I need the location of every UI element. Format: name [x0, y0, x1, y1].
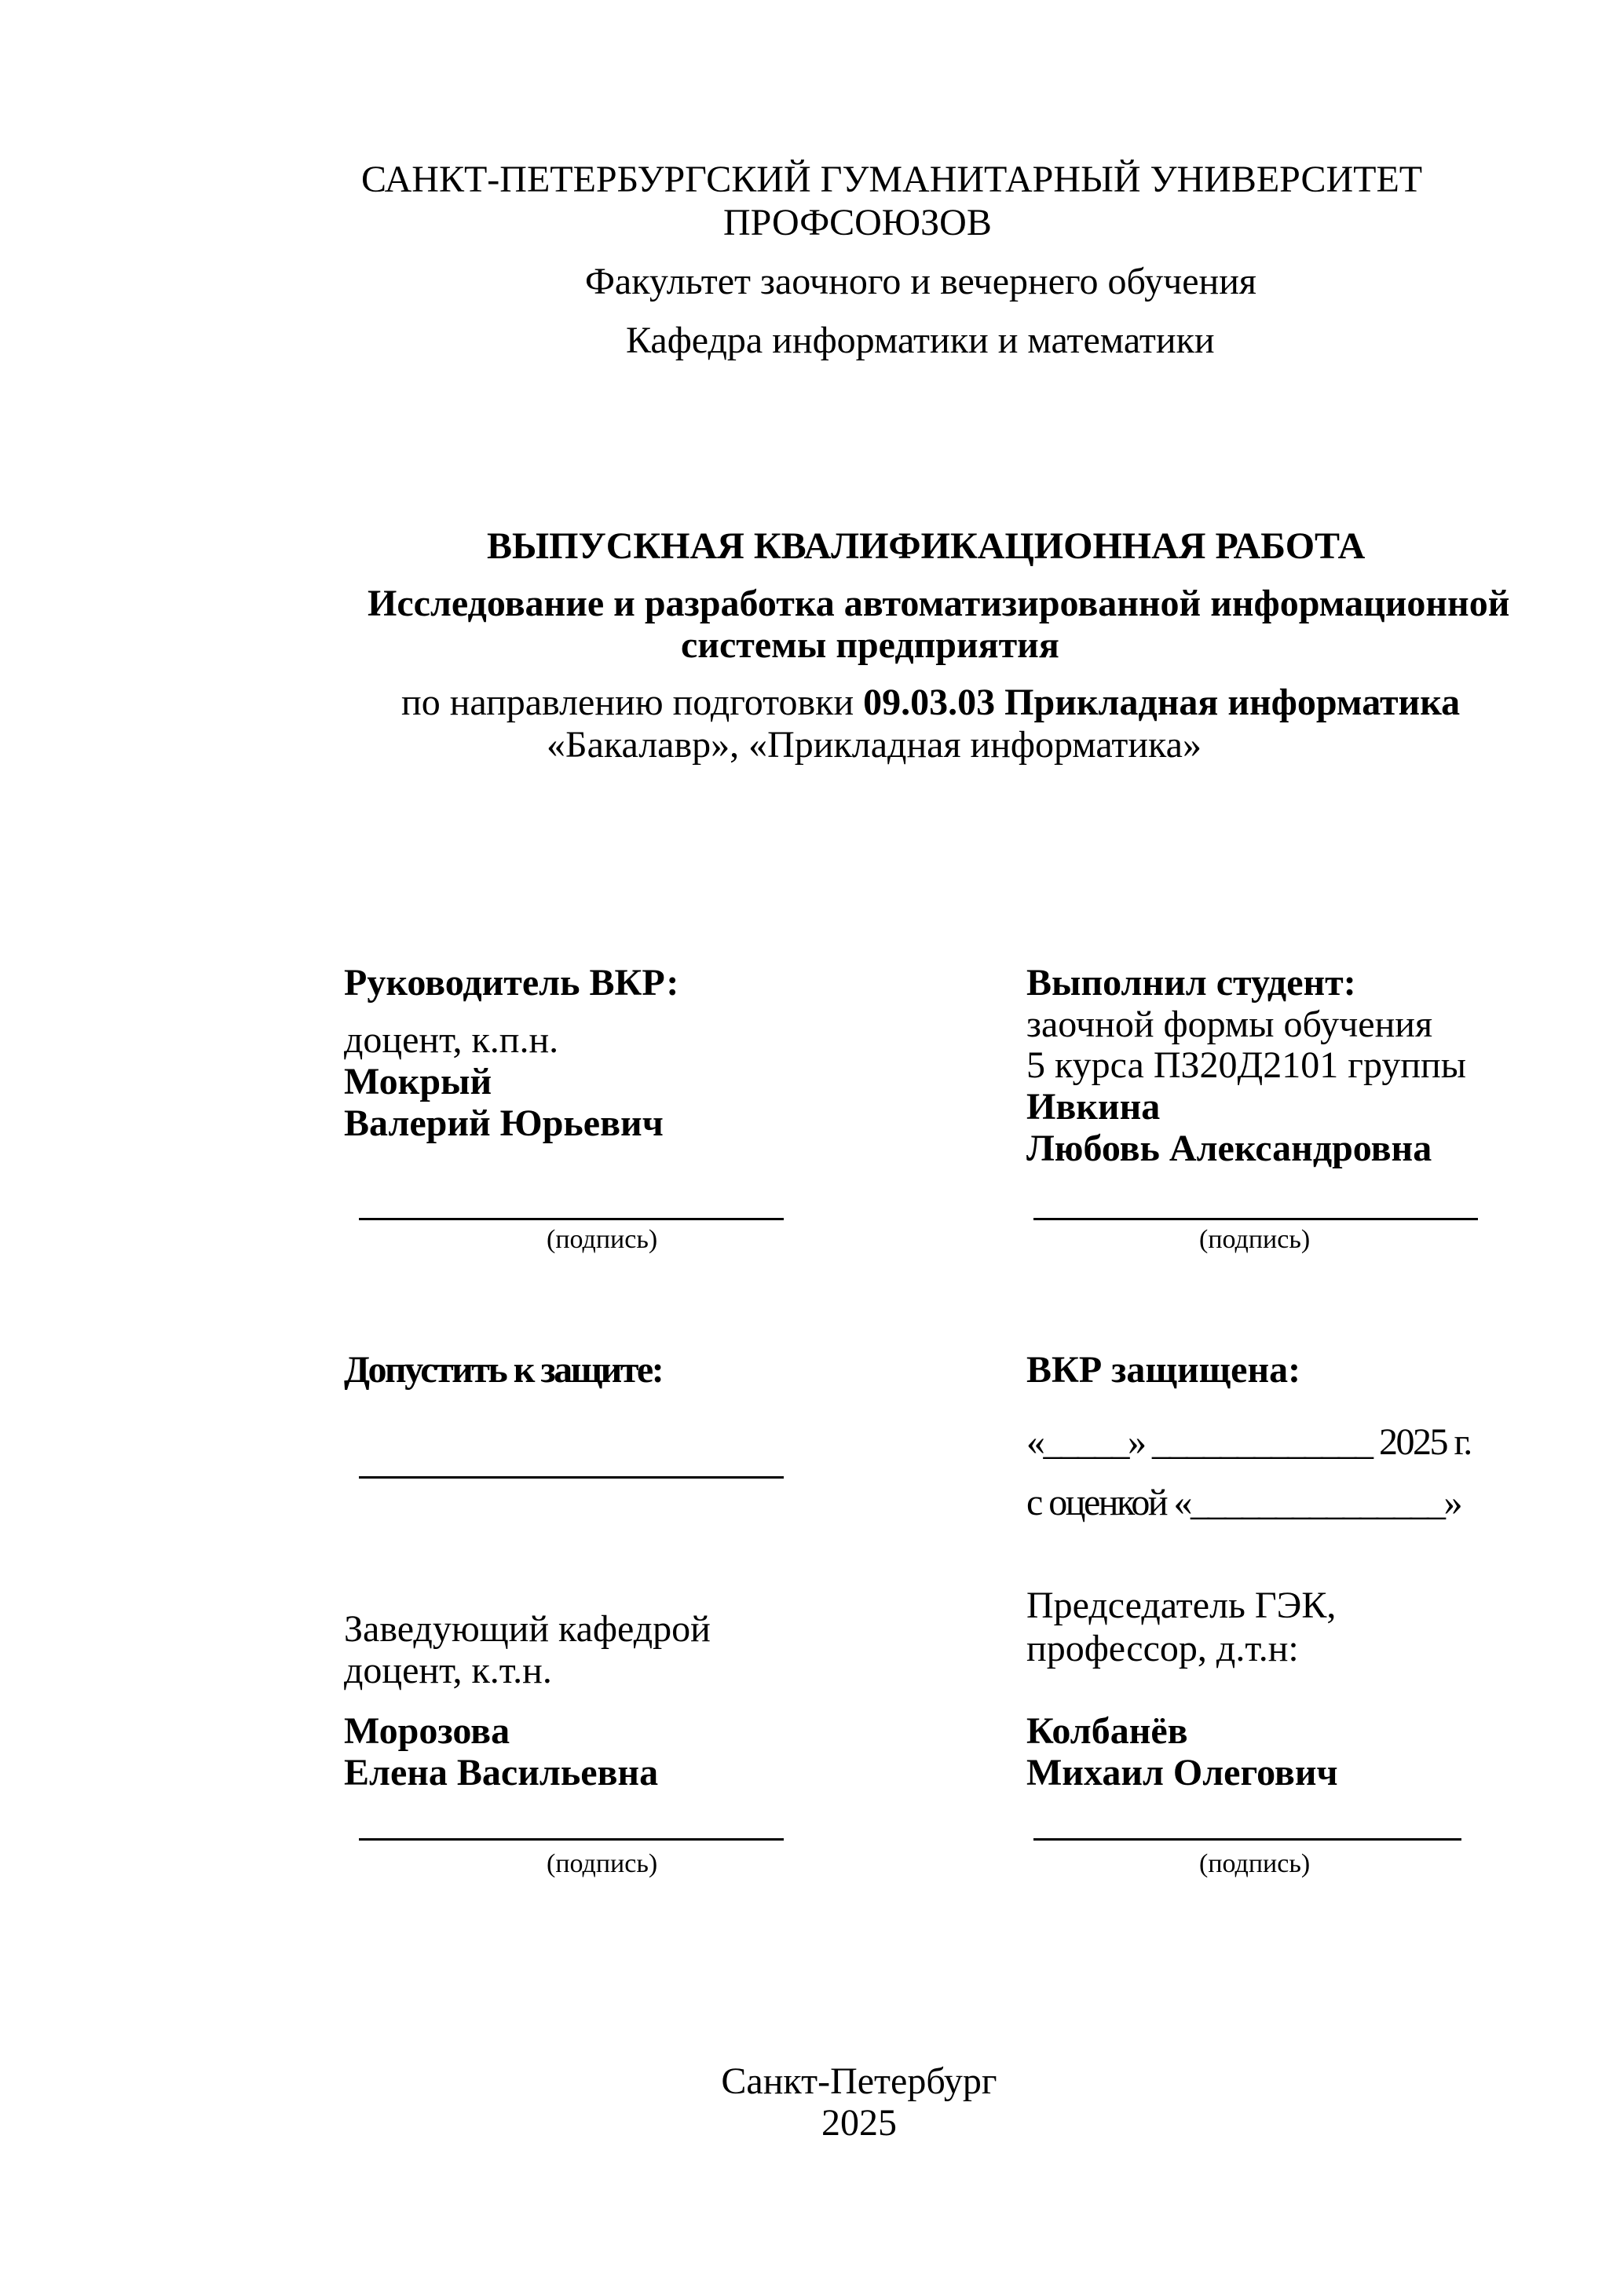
direction	[401, 681, 1460, 725]
university-name-line2: ПРОФСОЮЗОВ	[723, 202, 992, 243]
supervisor-surname: Мокрый	[344, 1061, 492, 1102]
head-position: доцент, к.т.н.	[344, 1650, 552, 1691]
footer-year: 2025	[821, 2102, 897, 2144]
student-heading: Выполнил студент:	[1026, 962, 1356, 1004]
supervisor-name: Валерий Юрьевич	[344, 1102, 664, 1144]
supervisor-signature-caption: (подпись)	[547, 1225, 658, 1254]
student-name: Любовь Александровна	[1026, 1128, 1432, 1169]
student-signature-caption: (подпись)	[1199, 1225, 1311, 1254]
footer-city: Санкт-Петербург	[721, 2060, 997, 2102]
gek-chair-signature-caption: (подпись)	[1199, 1849, 1311, 1878]
student-surname: Ивкина	[1026, 1086, 1161, 1128]
department: Кафедра информатики и математики	[626, 320, 1215, 361]
head-signature-caption: (подпись)	[547, 1849, 658, 1878]
work-title-line2: системы предприятия	[681, 624, 1059, 666]
admission-signature-line	[359, 1476, 784, 1479]
head-signature-line	[359, 1838, 784, 1841]
profile: «Бакалавр», «Прикладная информатика»	[547, 724, 1202, 766]
faculty: Факультет заочного и вечернего обучения	[585, 261, 1256, 302]
student-group: 5 курса ПЗ20Д2101 группы	[1026, 1044, 1466, 1086]
defense-date-line: «_____» _____________ 2025 г.	[1026, 1421, 1471, 1463]
supervisor-heading: Руководитель ВКР:	[344, 962, 679, 1004]
university-name-line1: САНКТ-ПЕТЕРБУРГСКИЙ ГУМАНИТАРНЫЙ УНИВЕРСИТЕТ	[361, 159, 1423, 200]
student-form: заочной формы обучения	[1026, 1004, 1433, 1045]
work-title-line1: Исследование и разработка автоматизированной информационной	[368, 583, 1510, 624]
gek-chair-name: Михаил Олегович	[1026, 1752, 1338, 1793]
supervisor-signature-line	[359, 1218, 784, 1220]
work-type: ВЫПУСКНАЯ КВАЛИФИКАЦИОННАЯ РАБОТА	[487, 525, 1366, 567]
gek-chair-surname: Колбанёв	[1026, 1710, 1188, 1752]
head-name: Елена Васильевна	[344, 1752, 659, 1793]
defense-heading: ВКР защищена:	[1026, 1349, 1301, 1391]
direction-code: 09.03.03 Прикладная информатика	[863, 682, 1461, 723]
gek-chair-position: профессор, д.т.н:	[1026, 1628, 1299, 1669]
head-title: Заведующий кафедрой	[344, 1608, 711, 1650]
gek-chair-title: Председатель ГЭК,	[1026, 1585, 1337, 1626]
defense-grade-line: с оценкой «_______________»	[1026, 1482, 1461, 1523]
direction-prefix: по направлению подготовки	[401, 682, 864, 723]
admission-heading: Допустить к защите:	[344, 1349, 663, 1391]
student-signature-line	[1033, 1218, 1478, 1220]
head-surname: Морозова	[344, 1710, 510, 1752]
gek-chair-signature-line	[1033, 1838, 1461, 1841]
supervisor-position: доцент, к.п.н.	[344, 1019, 559, 1061]
